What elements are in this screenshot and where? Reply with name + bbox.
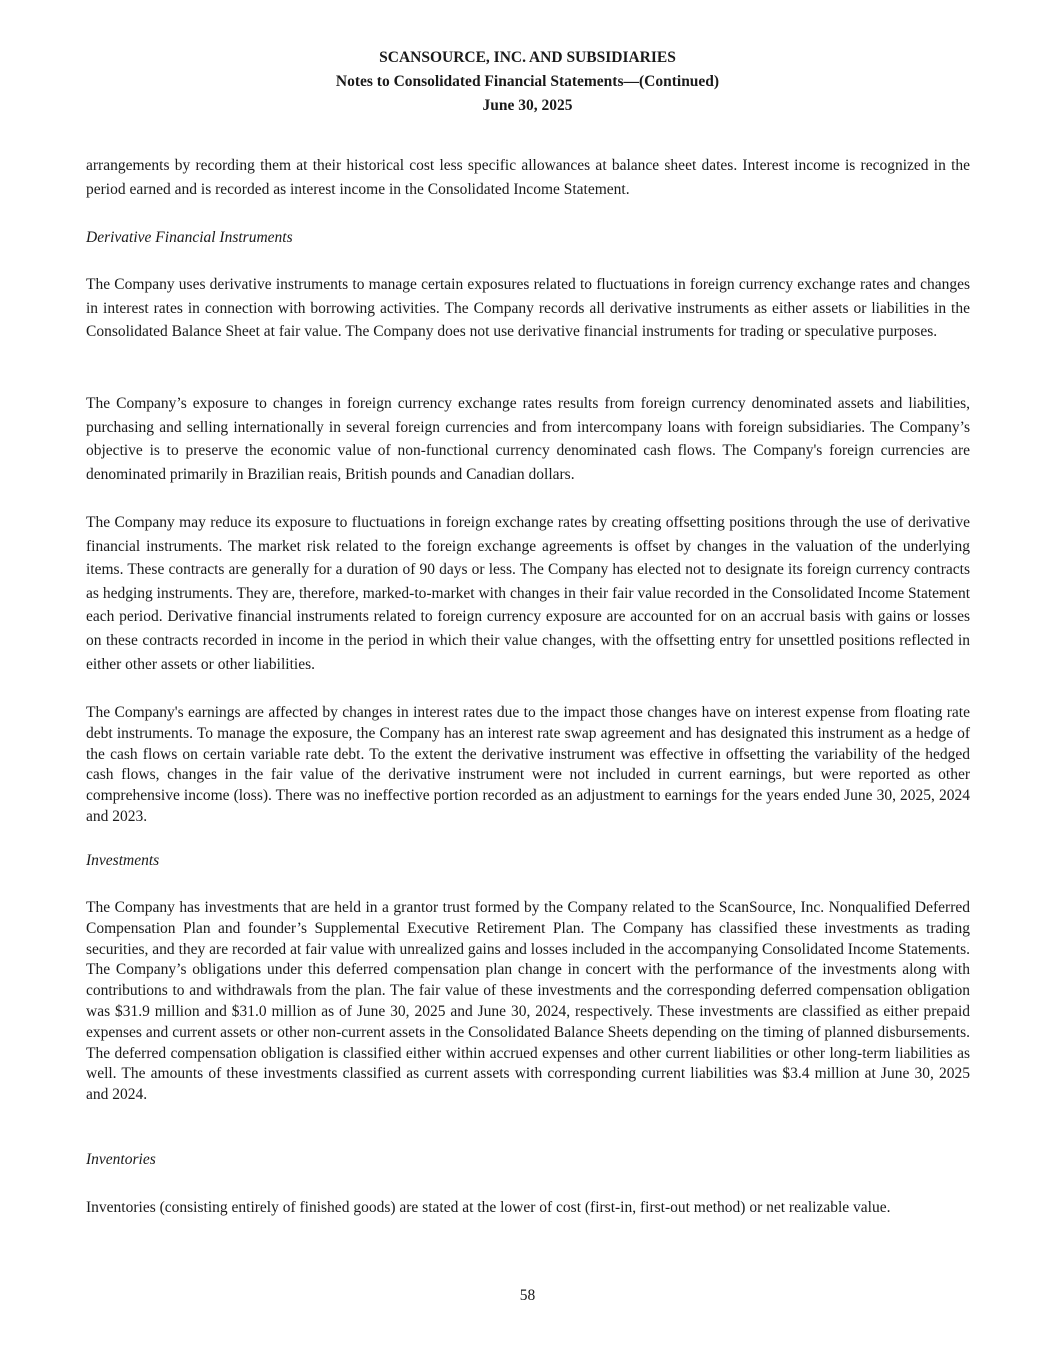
inventories-heading: Inventories [86,1151,156,1168]
inventories-paragraph: Inventories (consisting entirely of finished goods) are stated at the lower of cost (first-in, first-out method) or net realizable value. [86,1199,891,1216]
inventories-paragraph-block [86,1196,970,1220]
investments-paragraph-block [86,898,970,1106]
derivatives-paragraph-2-block [86,392,970,486]
inventories-heading-block [86,1148,970,1171]
intro-section [86,154,970,201]
page-header [0,46,1055,118]
derivatives-paragraph-4-block [86,703,970,828]
derivatives-heading: Derivative Financial Instruments [86,229,293,246]
derivatives-heading-block [86,226,970,249]
document-subtitle: Notes to Consolidated Financial Statements—(Continued) [335,73,720,90]
derivatives-paragraph: The Company’s exposure to changes in foreign currency exchange rates results from foreign currency denominated assets and liabilities, purchasing and selling internationally in several foreign currencies and from intercompany loans with foreign subsidiaries. The Company’s objective is to preserve the economic value of non-functional currency denominated cash flows. The Company's foreign currencies are denominated primarily in Brazilian reais, British pounds and Canadian dollars. [86,395,970,483]
investments-heading-block [86,849,970,872]
investments-heading: Investments [86,852,160,869]
page-number: 58 [519,1287,536,1304]
company-name: SCANSOURCE, INC. AND SUBSIDIARIES [379,49,676,66]
derivatives-paragraph: The Company may reduce its exposure to fluctuations in foreign exchange rates by creating offsetting positions through the use of derivative financial instruments. The market risk related to the foreign exchange agreements is offset by changes in the valuation of the underlying items. These contracts are generally for a duration of 90 days or less. The Company has elected not to designate its foreign currency contracts as hedging instruments. They are, therefore, marked-to-market with changes in their fair value recorded in the Consolidated Income Statement each period. Derivative financial instruments related to foreign currency exposure are accounted for on an accrual basis with gains or losses on these contracts recorded in income in the period in which their value changes, with the offsetting entry for unsettled positions reflected in either other assets or other liabilities. [86,514,970,673]
document-date: June 30, 2025 [482,97,573,114]
derivatives-paragraph-1-block [86,273,970,344]
derivatives-paragraph: The Company's earnings are affected by changes in interest rates due to the impact those changes have on interest expense from floating rate debt instruments. To manage the exposure, the Company has an interest rate swap agreement and has designated this instrument as a hedge of the cash flows on certain variable rate debt. To the extent the derivative instrument was effective in offsetting the variability of the hedged cash flows, changes in the fair value of the derivative instrument were not included in current earnings, but were reported as other comprehensive income (loss). There was no ineffective portion recorded as an adjustment to earnings for the years ended June 30, 2025, 2024 and 2023. [86,704,970,825]
derivatives-paragraph: The Company uses derivative instruments to manage certain exposures related to fluctuations in foreign currency exchange rates and changes in interest rates in connection with borrowing activities. The Company records all derivative instruments as either assets or liabilities in the Consolidated Balance Sheet at fair value. The Company does not use derivative financial instruments for trading or speculative purposes. [86,276,970,341]
investments-paragraph: The Company has investments that are held in a grantor trust formed by the Company related to the ScanSource, Inc. Nonqualified Deferred Compensation Plan and founder’s Supplemental Executive Retirement Plan. The Company has classified these investments as trading securities, and they are recorded at fair value with unrealized gains and losses included in the accompanying Consolidated Income Statements. The Company’s obligations under this deferred compensation plan change in concert with the performance of the investments along with contributions to and withdrawals from the plan. The fair value of these investments and the corresponding deferred compensation obligation was $31.9 million and $31.0 million as of June 30, 2025 and June 30, 2024, respectively. These investments are classified as either prepaid expenses and current assets or other non-current assets in the Consolidated Balance Sheets depending on the timing of planned disbursements. The deferred compensation obligation is classified either within accrued expenses and other current liabilities or other long-term liabilities as well. The amounts of these investments classified as current assets with corresponding current liabilities was $3.4 million at June 30, 2025 and 2024. [86,899,970,1104]
intro-paragraph: arrangements by recording them at their historical cost less specific allowances at balance sheet dates. Interest income is recognized in the period earned and is recorded as interest income in the Consolidated Income Statement. [86,157,970,198]
derivatives-paragraph-3-block [86,511,970,676]
